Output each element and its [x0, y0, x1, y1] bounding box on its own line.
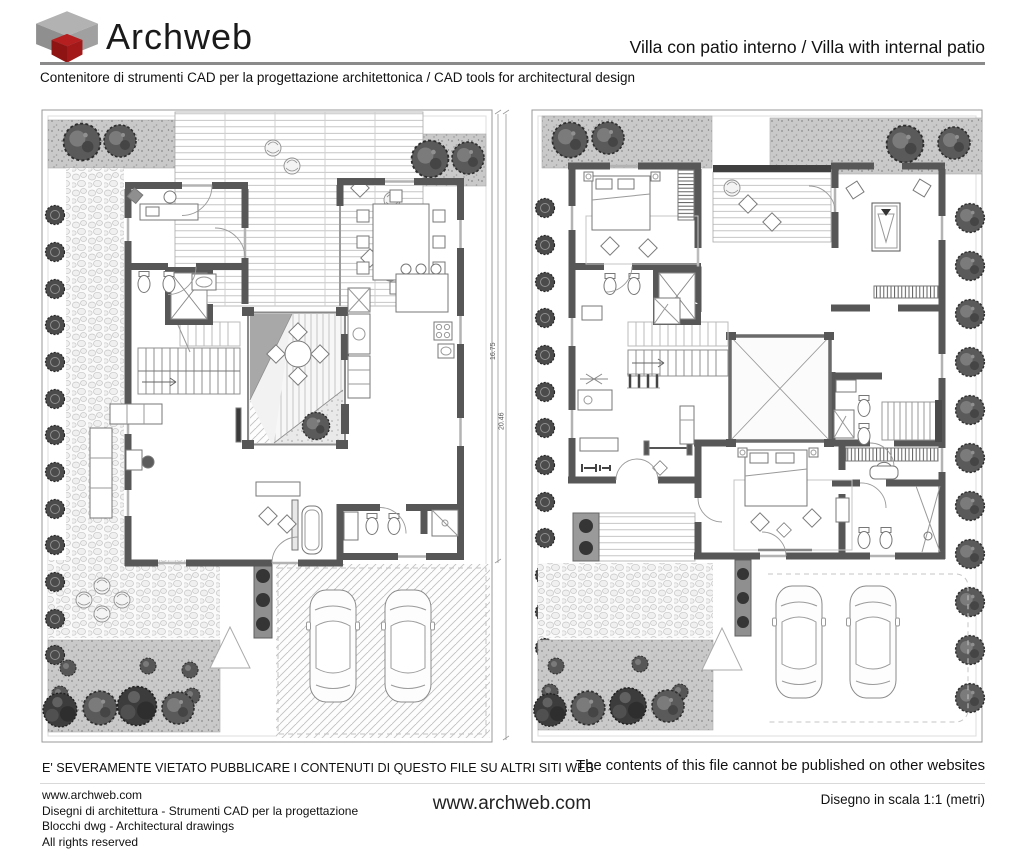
car-icon [773, 586, 826, 698]
patio-table [285, 341, 311, 367]
warning-text-en: The contents of this file cannot be published on other websites [576, 758, 985, 774]
first-floor-plan [530, 108, 1000, 746]
terrace-bottom [573, 513, 695, 561]
bag-icon [870, 466, 898, 479]
header-divider [40, 62, 985, 65]
sofa [110, 404, 162, 424]
site-line-english: Blocchi dwg - Architectural drawings [42, 819, 235, 833]
site-url: www.archweb.com [42, 788, 143, 802]
tv-icon [236, 408, 241, 442]
workout-bench [580, 438, 618, 451]
balcony-planter [935, 400, 942, 442]
warning-text-it: E' SEVERAMENTE VIETATO PUBBLICARE I CONTENUTI DI QUESTO FILE SU ALTRI SITI WEB [42, 761, 594, 775]
desk [256, 482, 300, 496]
side-stairs [882, 400, 942, 442]
bar-counter [396, 274, 448, 312]
exercise-bike [680, 406, 694, 444]
site-info-block [42, 788, 358, 850]
car-icon [847, 586, 900, 698]
ground-floor-plan [40, 108, 510, 746]
dimension-label: 16.75 [490, 342, 497, 360]
cobblestone-patio-bottom [48, 560, 220, 638]
cobblestone-patio-bottom [538, 563, 713, 638]
closet-shelf [874, 286, 938, 298]
dimension-label: 20.46 [498, 412, 506, 430]
site-line-italian: Disegni di architettura - Strumenti CAD per la progettazione [42, 803, 359, 818]
double-height-void [726, 332, 834, 447]
terrace-top [713, 165, 831, 242]
car-icon [382, 590, 435, 702]
coffee-table [126, 450, 142, 470]
wardrobe [678, 170, 694, 220]
rights-reserved: All rights reserved [42, 834, 139, 849]
car-icon [307, 590, 360, 702]
footer-center-url: www.archweb.com [432, 793, 592, 814]
footer-divider [40, 783, 985, 784]
closet-shelf [846, 448, 938, 461]
sofa [90, 428, 112, 518]
stove-icon [434, 322, 452, 340]
archweb-logo-icon [33, 9, 101, 67]
scale-note: Disegno in scala 1:1 (metri) [820, 792, 985, 807]
page-title: Villa con patio interno / Villa with internal patio [629, 37, 985, 57]
brand-name: Archweb [106, 16, 254, 57]
internal-patio [242, 307, 349, 449]
page-subtitle: Contenitore di strumenti CAD per la progettazione architettonica / CAD tools for architectural design [40, 70, 636, 85]
driveway-herringbone [276, 564, 490, 738]
